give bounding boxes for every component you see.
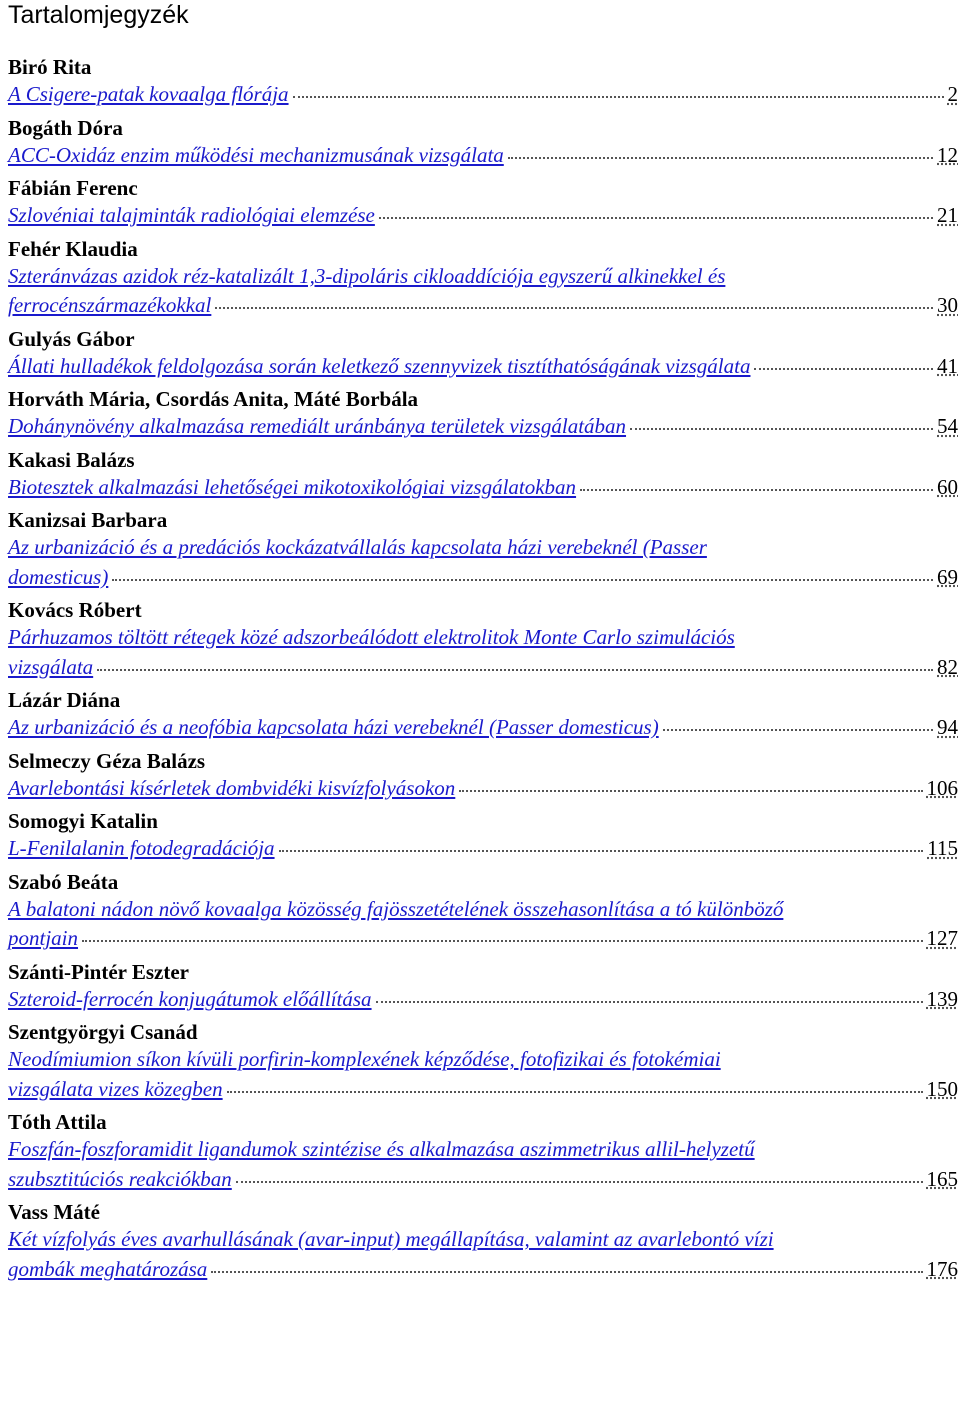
entry-last-line xyxy=(8,653,958,683)
entry-author: Szentgyörgyi Csanád xyxy=(8,1020,198,1044)
toc-entry xyxy=(8,236,958,321)
dot-leader xyxy=(630,428,933,430)
entry-page-number[interactable]: 60 xyxy=(937,474,958,499)
toc-entry xyxy=(8,1019,958,1104)
toc-entry xyxy=(8,959,958,1015)
entry-author: Vass Máté xyxy=(8,1200,100,1224)
toc-entry xyxy=(8,326,958,382)
toc-entry xyxy=(8,1109,958,1194)
entry-title-link[interactable]: vizsgálata xyxy=(8,654,94,679)
entry-page-number[interactable]: 21 xyxy=(937,203,958,227)
dot-leader xyxy=(508,157,933,159)
entry-author: Tóth Attila xyxy=(8,1110,107,1134)
dot-leader xyxy=(215,307,933,309)
entry-last-line xyxy=(8,1075,958,1105)
entry-author: Kanizsai Barbara xyxy=(8,508,168,532)
entry-author: Gulyás Gábor xyxy=(8,326,135,351)
entry-title-link[interactable]: Szteroid-ferrocén konjugátumok előállítása xyxy=(8,986,372,1011)
entry-title-link[interactable]: Szlovéniai talajminták radiológiai elemzése xyxy=(8,203,375,227)
entry-page-number[interactable]: 12 xyxy=(937,142,958,167)
entry-page-number[interactable]: 106 xyxy=(926,775,958,800)
toc-entry-list xyxy=(8,54,958,1284)
entry-page-number[interactable]: 54 xyxy=(937,414,958,438)
toc-entry xyxy=(8,386,958,442)
entry-last-line xyxy=(8,713,958,743)
entry-last-line xyxy=(8,985,958,1015)
entry-last-line xyxy=(8,473,958,503)
entry-title-link[interactable]: domesticus) xyxy=(8,564,109,589)
toc-entry xyxy=(8,115,958,171)
entry-last-line xyxy=(8,834,958,864)
entry-page-number[interactable]: 69 xyxy=(937,564,958,589)
entry-author: Szánti-Pintér Eszter xyxy=(8,959,189,984)
entry-page-number[interactable]: 2 xyxy=(947,82,958,106)
toc-entry xyxy=(8,1199,958,1284)
dot-leader xyxy=(279,850,924,852)
entry-author: Bogáth Dóra xyxy=(8,115,123,140)
entry-title-link[interactable]: Szteránvázas azidok réz-katalizált 1,3-dipoláris cikloaddíciója egyszerű alkinekkel és xyxy=(8,263,726,288)
entry-title-link[interactable]: szubsztitúciós reakciókban xyxy=(8,1166,232,1191)
entry-last-line xyxy=(8,291,958,321)
entry-last-line xyxy=(8,774,958,804)
entry-page-number[interactable]: 150 xyxy=(926,1076,958,1101)
entry-author: Fehér Klaudia xyxy=(8,236,138,261)
entry-last-line xyxy=(8,563,958,593)
dot-leader xyxy=(663,729,933,731)
entry-title-link[interactable]: Dohánynövény alkalmazása remediált uránbánya területek vizsgálatában xyxy=(8,414,627,438)
toc-entry xyxy=(8,507,958,592)
toc-entry xyxy=(8,687,958,743)
toc-entry xyxy=(8,748,958,804)
entry-author: Horváth Mária, Csordás Anita, Máté Borbála xyxy=(8,387,419,411)
dot-leader xyxy=(293,96,944,98)
toc-page xyxy=(8,0,958,1289)
dot-leader xyxy=(580,489,933,491)
entry-page-number[interactable]: 139 xyxy=(926,986,958,1011)
toc-entry xyxy=(8,447,958,503)
entry-author: Biró Rita xyxy=(8,55,92,79)
entry-author: Szabó Beáta xyxy=(8,869,119,894)
entry-page-number[interactable]: 115 xyxy=(927,836,958,860)
entry-title-link[interactable]: Biotesztek alkalmazási lehetőségei mikotoxikológiai vizsgálatokban xyxy=(8,474,577,499)
entry-author: Kakasi Balázs xyxy=(8,447,135,472)
dot-leader xyxy=(112,579,933,581)
entry-author: Lázár Diána xyxy=(8,688,121,712)
entry-page-number[interactable]: 41 xyxy=(937,353,958,378)
entry-title-link[interactable]: gombák meghatározása xyxy=(8,1256,208,1281)
entry-title-link[interactable]: Az urbanizáció és a neofóbia kapcsolata házi verebeknél (Passer domesticus) xyxy=(8,715,659,739)
dot-leader xyxy=(97,669,933,671)
entry-title-link[interactable]: Foszfán-foszforamidit ligandumok szintézise és alkalmazása aszimmetrikus allil-helyzetű xyxy=(8,1137,755,1161)
entry-page-number[interactable]: 127 xyxy=(926,926,958,950)
entry-last-line xyxy=(8,924,958,954)
entry-last-line xyxy=(8,352,958,382)
entry-last-line xyxy=(8,1255,958,1285)
entry-title-link[interactable]: Állati hulladékok feldolgozása során keletkező szennyvizek tisztíthatóságának vizsgálata xyxy=(8,353,751,378)
entry-title-link[interactable]: A Csigere-patak kovaalga flórája xyxy=(8,82,289,106)
dot-leader xyxy=(376,1001,923,1003)
toc-entry xyxy=(8,808,958,864)
toc-entry xyxy=(8,597,958,682)
entry-title-link[interactable]: L-Fenilalanin fotodegradációja xyxy=(8,836,275,860)
entry-title-link[interactable]: Párhuzamos töltött rétegek közé adszorbeálódott elektrolitok Monte Carlo szimulációs xyxy=(8,625,735,649)
entry-last-line xyxy=(8,80,958,110)
entry-title-link[interactable]: Két vízfolyás éves avarhullásának (avar-input) megállapítása, valamint az avarlebontó vízi xyxy=(8,1227,774,1251)
entry-last-line xyxy=(8,1165,958,1195)
entry-author: Fábián Ferenc xyxy=(8,176,138,200)
entry-title-link[interactable]: Avarlebontási kísérletek dombvidéki kisvízfolyásokon xyxy=(8,775,456,800)
toc-entry xyxy=(8,54,958,110)
dot-leader xyxy=(459,790,922,792)
entry-page-number[interactable]: 165 xyxy=(926,1166,958,1191)
dot-leader xyxy=(82,940,922,942)
entry-page-number[interactable]: 94 xyxy=(937,715,958,739)
entry-last-line xyxy=(8,201,958,231)
entry-page-number[interactable]: 176 xyxy=(926,1256,958,1281)
entry-author: Selmeczy Géza Balázs xyxy=(8,748,206,773)
dot-leader xyxy=(227,1091,923,1093)
dot-leader xyxy=(754,368,933,370)
dot-leader xyxy=(211,1271,922,1273)
entry-author: Somogyi Katalin xyxy=(8,809,158,833)
dot-leader xyxy=(236,1181,923,1183)
entry-title-link[interactable]: Az urbanizáció és a predációs kockázatvállalás kapcsolata házi verebeknél (Passer xyxy=(8,535,707,559)
dot-leader xyxy=(379,217,933,219)
entry-last-line xyxy=(8,412,958,442)
entry-page-number[interactable]: 82 xyxy=(937,654,958,679)
entry-title-link[interactable]: ferrocénszármazékokkal xyxy=(8,293,212,317)
toc-entry xyxy=(8,869,958,954)
toc-entry xyxy=(8,175,958,231)
entry-page-number[interactable]: 30 xyxy=(937,293,958,317)
entry-author: Kovács Róbert xyxy=(8,598,142,622)
page-title: Tartalomjegyzék xyxy=(8,1,189,29)
entry-last-line xyxy=(8,141,958,171)
entry-title-link[interactable]: Neodímiumion síkon kívüli porfirin-komplexének képződése, fotofizikai és fotokémiai xyxy=(8,1047,721,1071)
entry-title-link[interactable]: ACC-Oxidáz enzim működési mechanizmusának vizsgálata xyxy=(8,142,504,167)
entry-title-link[interactable]: pontjain xyxy=(8,926,79,950)
entry-title-link[interactable]: vizsgálata vizes közegben xyxy=(8,1076,223,1101)
entry-title-link[interactable]: A balatoni nádon növő kovaalga közösség fajösszetételének összehasonlítása a tó különböző xyxy=(8,896,784,921)
